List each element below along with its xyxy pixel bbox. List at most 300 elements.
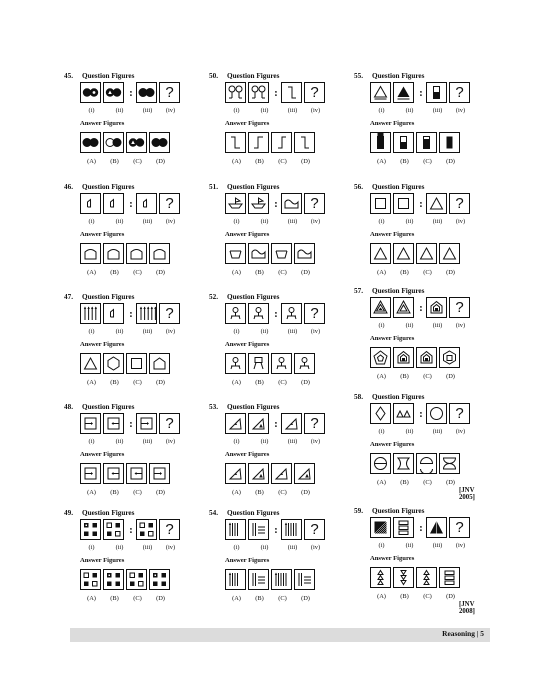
figure-label: (A) — [232, 269, 241, 276]
figure-drawing — [150, 244, 169, 263]
figure-label: (iv) — [310, 218, 321, 225]
answer-figure[interactable] — [126, 463, 147, 484]
answer-figure-labels — [225, 595, 317, 602]
answer-figure[interactable] — [248, 463, 269, 484]
question-figures-label: Question Figures — [372, 287, 425, 295]
question-figure-labels — [225, 107, 327, 114]
figure-drawing — [150, 464, 169, 483]
answer-figure[interactable] — [393, 132, 414, 153]
figure-drawing — [249, 244, 268, 263]
answer-figure[interactable] — [103, 463, 124, 484]
question-mark-box: ? — [449, 517, 470, 538]
question-figure-labels — [80, 107, 182, 114]
answer-figure[interactable] — [271, 243, 292, 264]
figure-drawing — [137, 194, 156, 213]
answer-figure[interactable] — [416, 453, 437, 474]
answer-figure[interactable] — [103, 132, 124, 153]
question-figures-label: Question Figures — [82, 509, 135, 517]
figure-drawing — [272, 133, 291, 152]
answer-figure[interactable] — [271, 569, 292, 590]
answer-figure[interactable] — [439, 132, 460, 153]
page-footer — [70, 628, 490, 642]
figure-label: (C) — [423, 593, 432, 600]
figure-label: (iii) — [142, 438, 153, 445]
answer-figure-labels — [225, 269, 317, 276]
answer-figure-row — [80, 353, 172, 374]
question-number: 53. — [209, 403, 218, 411]
figure-label: (ii) — [260, 544, 269, 551]
figure-label: (B) — [110, 489, 119, 496]
figure-drawing — [282, 414, 301, 433]
figure-drawing — [427, 404, 446, 423]
answer-figure[interactable] — [225, 353, 246, 374]
figure-label: (i) — [233, 544, 240, 551]
figure-label: (B) — [110, 158, 119, 165]
figure-label: (A) — [377, 373, 386, 380]
figure-drawing — [295, 244, 314, 263]
question-number: 51. — [209, 183, 218, 191]
figure-label: (i) — [378, 428, 385, 435]
figure-drawing — [137, 520, 156, 539]
question-header — [354, 72, 424, 80]
question-mark-box: ? — [304, 519, 325, 540]
answer-figure-row — [225, 463, 317, 484]
answer-figure[interactable] — [80, 243, 101, 264]
answer-figures-label: Answer Figures — [370, 231, 415, 238]
figure-label: (B) — [400, 269, 409, 276]
answer-figure[interactable] — [393, 567, 414, 588]
question-figure — [80, 82, 101, 103]
figure-drawing — [440, 244, 459, 263]
question-figures-label: Question Figures — [227, 183, 280, 191]
question-header — [354, 183, 424, 191]
answer-figure[interactable] — [370, 567, 391, 588]
figure-drawing — [282, 194, 301, 213]
figure-label: (B) — [255, 158, 264, 165]
figure-drawing — [81, 304, 100, 323]
figure-label: (i) — [233, 438, 240, 445]
question-header — [209, 183, 279, 191]
figure-label: (D) — [301, 489, 310, 496]
answer-figure[interactable] — [149, 569, 170, 590]
figure-label: (i) — [378, 107, 385, 114]
answer-figure-labels — [80, 158, 172, 165]
answer-figure-labels — [370, 373, 462, 380]
figure-label: (iv) — [165, 218, 176, 225]
answer-figure[interactable] — [225, 569, 246, 590]
answer-figure[interactable] — [294, 132, 315, 153]
figure-drawing — [295, 354, 314, 373]
ratio-separator: : — [274, 417, 278, 430]
figure-drawing — [272, 464, 291, 483]
question-number: 47. — [64, 293, 73, 301]
figure-label: (C) — [133, 379, 142, 386]
question-mark-box: ? — [304, 82, 325, 103]
answer-figure-row — [225, 569, 317, 590]
figure-label: (i) — [378, 322, 385, 329]
figure-label: (A) — [377, 269, 386, 276]
answer-figure-row — [370, 243, 462, 264]
question-mark-box: ? — [159, 303, 180, 324]
figure-drawing — [371, 133, 390, 152]
figure-label: (ii) — [405, 107, 414, 114]
figure-label: (A) — [87, 595, 96, 602]
figure-label: (ii) — [115, 544, 124, 551]
figure-label: (iv) — [455, 542, 466, 549]
question-header — [354, 393, 424, 401]
figure-drawing — [104, 83, 123, 102]
answer-figures-label: Answer Figures — [370, 120, 415, 127]
figure-label: (C) — [133, 158, 142, 165]
answer-figure[interactable] — [103, 353, 124, 374]
figure-label: (i) — [233, 107, 240, 114]
question-number: 46. — [64, 183, 73, 191]
figure-label: (ii) — [405, 218, 414, 225]
figure-label: (C) — [278, 379, 287, 386]
ratio-separator: : — [129, 523, 133, 536]
question-figure — [281, 413, 302, 434]
answer-figures-label: Answer Figures — [225, 451, 270, 458]
figure-label: (B) — [110, 595, 119, 602]
question-figure — [393, 403, 414, 424]
figure-drawing — [417, 454, 436, 473]
figure-label: (ii) — [115, 107, 124, 114]
answer-figure[interactable] — [294, 463, 315, 484]
answer-figure-row — [80, 569, 172, 590]
answer-figure[interactable] — [416, 567, 437, 588]
ratio-separator: : — [419, 521, 423, 534]
answer-figure[interactable] — [416, 243, 437, 264]
figure-label: (i) — [378, 218, 385, 225]
figure-drawing — [104, 520, 123, 539]
answer-figures-label: Answer Figures — [370, 441, 415, 448]
figure-drawing — [394, 404, 413, 423]
question-figure-row — [225, 82, 327, 103]
figure-drawing — [371, 348, 390, 367]
figure-drawing — [440, 133, 459, 152]
figure-label: (A) — [87, 269, 96, 276]
figure-drawing — [81, 133, 100, 152]
figure-label: (iii) — [432, 322, 443, 329]
answer-figure[interactable] — [126, 243, 147, 264]
figure-label: (ii) — [260, 107, 269, 114]
question-figure — [393, 193, 414, 214]
answer-figure[interactable] — [294, 569, 315, 590]
figure-drawing — [226, 414, 245, 433]
figure-label: (iii) — [142, 107, 153, 114]
answer-figure-row — [225, 353, 317, 374]
question-header — [64, 293, 134, 301]
figure-label: (B) — [255, 595, 264, 602]
question-figure — [136, 519, 157, 540]
question-figures-label: Question Figures — [372, 183, 425, 191]
figure-drawing — [137, 304, 156, 323]
answer-figure[interactable] — [439, 567, 460, 588]
question-mark-box: ? — [159, 413, 180, 434]
answer-figure[interactable] — [271, 353, 292, 374]
question-figures-label: Question Figures — [227, 403, 280, 411]
figure-label: (A) — [377, 479, 386, 486]
question-figure-row — [80, 303, 182, 324]
figure-label: (B) — [255, 379, 264, 386]
figure-drawing — [249, 354, 268, 373]
answer-figure[interactable] — [225, 243, 246, 264]
figure-label: (iv) — [165, 438, 176, 445]
figure-drawing — [249, 520, 268, 539]
answer-figure[interactable] — [370, 132, 391, 153]
figure-label: (iv) — [455, 107, 466, 114]
figure-drawing — [81, 570, 100, 589]
figure-drawing — [81, 194, 100, 213]
answer-figures-label: Answer Figures — [80, 451, 125, 458]
answer-figure[interactable] — [416, 347, 437, 368]
question-figure — [370, 403, 391, 424]
answer-figure-row — [80, 463, 172, 484]
answer-figure-labels — [80, 489, 172, 496]
answer-figure[interactable] — [149, 132, 170, 153]
figure-drawing — [371, 298, 390, 317]
answer-figure[interactable] — [271, 463, 292, 484]
figure-label: (C) — [133, 269, 142, 276]
figure-label: (D) — [301, 269, 310, 276]
answer-figures-label: Answer Figures — [370, 335, 415, 342]
figure-label: (ii) — [405, 322, 414, 329]
question-number: 58. — [354, 393, 363, 401]
question-header — [64, 403, 134, 411]
question-figure-row — [370, 193, 472, 214]
answer-figure[interactable] — [80, 353, 101, 374]
answer-figures-label: Answer Figures — [225, 341, 270, 348]
figure-label: (A) — [377, 593, 386, 600]
figure-label: (iii) — [287, 328, 298, 335]
answer-figure-row — [80, 132, 172, 153]
question-figure-row — [370, 82, 472, 103]
answer-figure[interactable] — [416, 132, 437, 153]
figure-drawing — [104, 414, 123, 433]
question-figure-labels — [370, 542, 472, 549]
figure-drawing — [371, 568, 390, 587]
figure-label: (i) — [88, 438, 95, 445]
figure-label: (D) — [446, 158, 455, 165]
figure-label: (A) — [87, 379, 96, 386]
question-figures-label: Question Figures — [82, 403, 135, 411]
answer-figure[interactable] — [225, 132, 246, 153]
question-figures-label: Question Figures — [82, 183, 135, 191]
answer-figures-label: Answer Figures — [80, 341, 125, 348]
figure-drawing — [150, 133, 169, 152]
answer-figure-row — [370, 347, 462, 368]
question-figures-label: Question Figures — [82, 72, 135, 80]
figure-drawing — [282, 83, 301, 102]
answer-figure[interactable] — [271, 132, 292, 153]
question-figure — [103, 413, 124, 434]
answer-figure-row — [225, 132, 317, 153]
question-number: 56. — [354, 183, 363, 191]
answer-figure-row — [225, 243, 317, 264]
figure-drawing — [127, 354, 146, 373]
source-note: [JNV 2008] — [459, 601, 475, 615]
figure-label: (D) — [446, 373, 455, 380]
question-figure — [225, 519, 246, 540]
figure-drawing — [104, 354, 123, 373]
figure-label: (iii) — [432, 428, 443, 435]
figure-drawing — [394, 298, 413, 317]
figure-drawing — [427, 194, 446, 213]
answer-figure[interactable] — [393, 347, 414, 368]
answer-figure[interactable] — [126, 569, 147, 590]
figure-drawing — [226, 83, 245, 102]
figure-label: (D) — [446, 593, 455, 600]
source-note: [JNV 2005] — [459, 487, 475, 501]
question-figure — [426, 82, 447, 103]
answer-figure[interactable] — [149, 463, 170, 484]
answer-figure[interactable] — [294, 353, 315, 374]
question-mark-box: ? — [449, 82, 470, 103]
answer-figure[interactable] — [439, 347, 460, 368]
answer-figure[interactable] — [149, 353, 170, 374]
figure-drawing — [104, 194, 123, 213]
figure-label: (iv) — [165, 328, 176, 335]
figure-drawing — [127, 464, 146, 483]
question-number: 52. — [209, 293, 218, 301]
figure-drawing — [226, 464, 245, 483]
answer-figure[interactable] — [393, 243, 414, 264]
figure-label: (D) — [156, 379, 165, 386]
question-figure — [370, 82, 391, 103]
question-figure — [248, 193, 269, 214]
answer-figures-label: Answer Figures — [80, 120, 125, 127]
question-figures-label: Question Figures — [372, 393, 425, 401]
figure-label: (C) — [278, 489, 287, 496]
question-figure — [281, 193, 302, 214]
answer-figure[interactable] — [126, 132, 147, 153]
question-figure-labels — [225, 544, 327, 551]
figure-label: (C) — [423, 269, 432, 276]
question-header — [209, 72, 279, 80]
question-figure — [225, 193, 246, 214]
ratio-separator: : — [129, 417, 133, 430]
figure-label: (iv) — [455, 218, 466, 225]
figure-drawing — [394, 568, 413, 587]
question-number: 48. — [64, 403, 73, 411]
figure-label: (iii) — [142, 328, 153, 335]
figure-label: (A) — [87, 489, 96, 496]
figure-drawing — [440, 348, 459, 367]
figure-label: (iii) — [287, 107, 298, 114]
question-figure — [136, 193, 157, 214]
figure-label: (iii) — [142, 544, 153, 551]
answer-figure[interactable] — [80, 463, 101, 484]
figure-drawing — [417, 348, 436, 367]
answer-figure[interactable] — [370, 453, 391, 474]
figure-drawing — [104, 244, 123, 263]
figure-drawing — [417, 568, 436, 587]
question-figures-label: Question Figures — [227, 293, 280, 301]
figure-drawing — [104, 304, 123, 323]
figure-drawing — [150, 354, 169, 373]
answer-figure[interactable] — [225, 463, 246, 484]
question-figure-labels — [225, 328, 327, 335]
question-mark-box: ? — [304, 413, 325, 434]
figure-drawing — [249, 414, 268, 433]
question-mark-box: ? — [449, 193, 470, 214]
figure-label: (B) — [400, 479, 409, 486]
ratio-separator: : — [129, 307, 133, 320]
question-mark-box: ? — [449, 297, 470, 318]
ratio-separator: : — [274, 307, 278, 320]
ratio-separator: : — [419, 301, 423, 314]
question-header — [64, 183, 134, 191]
question-figures-label: Question Figures — [372, 72, 425, 80]
figure-label: (B) — [110, 379, 119, 386]
figure-label: (C) — [278, 269, 287, 276]
answer-figure[interactable] — [103, 569, 124, 590]
figure-label: (C) — [278, 158, 287, 165]
answer-figure[interactable] — [126, 353, 147, 374]
answer-figure[interactable] — [439, 243, 460, 264]
figure-label: (D) — [156, 489, 165, 496]
answer-figure[interactable] — [248, 243, 269, 264]
figure-drawing — [394, 194, 413, 213]
answer-figure[interactable] — [80, 132, 101, 153]
figure-drawing — [295, 464, 314, 483]
figure-drawing — [104, 133, 123, 152]
question-figure — [393, 517, 414, 538]
figure-label: (i) — [378, 542, 385, 549]
figure-drawing — [427, 83, 446, 102]
figure-drawing — [249, 83, 268, 102]
answer-figures-label: Answer Figures — [370, 555, 415, 562]
figure-drawing — [394, 454, 413, 473]
figure-label: (iii) — [287, 218, 298, 225]
figure-label: (i) — [233, 218, 240, 225]
answer-figure[interactable] — [248, 132, 269, 153]
figure-label: (ii) — [115, 218, 124, 225]
answer-figure[interactable] — [149, 243, 170, 264]
figure-label: (A) — [377, 158, 386, 165]
question-figure-row — [225, 413, 327, 434]
answer-figure[interactable] — [103, 243, 124, 264]
figure-label: (i) — [233, 328, 240, 335]
figure-drawing — [295, 570, 314, 589]
answer-figure[interactable] — [80, 569, 101, 590]
figure-drawing — [81, 520, 100, 539]
figure-drawing — [394, 518, 413, 537]
question-figure-labels — [80, 328, 182, 335]
question-figure — [370, 517, 391, 538]
question-mark-box: ? — [159, 519, 180, 540]
answer-figure[interactable] — [294, 243, 315, 264]
question-figures-label: Question Figures — [82, 293, 135, 301]
answer-figure[interactable] — [248, 569, 269, 590]
figure-drawing — [272, 354, 291, 373]
figure-label: (iii) — [432, 542, 443, 549]
question-header — [209, 509, 279, 517]
answer-figure[interactable] — [370, 243, 391, 264]
answer-figure[interactable] — [370, 347, 391, 368]
figure-label: (iii) — [287, 544, 298, 551]
answer-figure[interactable] — [439, 453, 460, 474]
figure-drawing — [371, 83, 390, 102]
ratio-separator: : — [274, 523, 278, 536]
question-number: 49. — [64, 509, 73, 517]
figure-drawing — [371, 454, 390, 473]
question-header — [64, 509, 134, 517]
answer-figure[interactable] — [248, 353, 269, 374]
question-figure-row — [370, 403, 472, 424]
answer-figure[interactable] — [393, 453, 414, 474]
figure-drawing — [371, 244, 390, 263]
